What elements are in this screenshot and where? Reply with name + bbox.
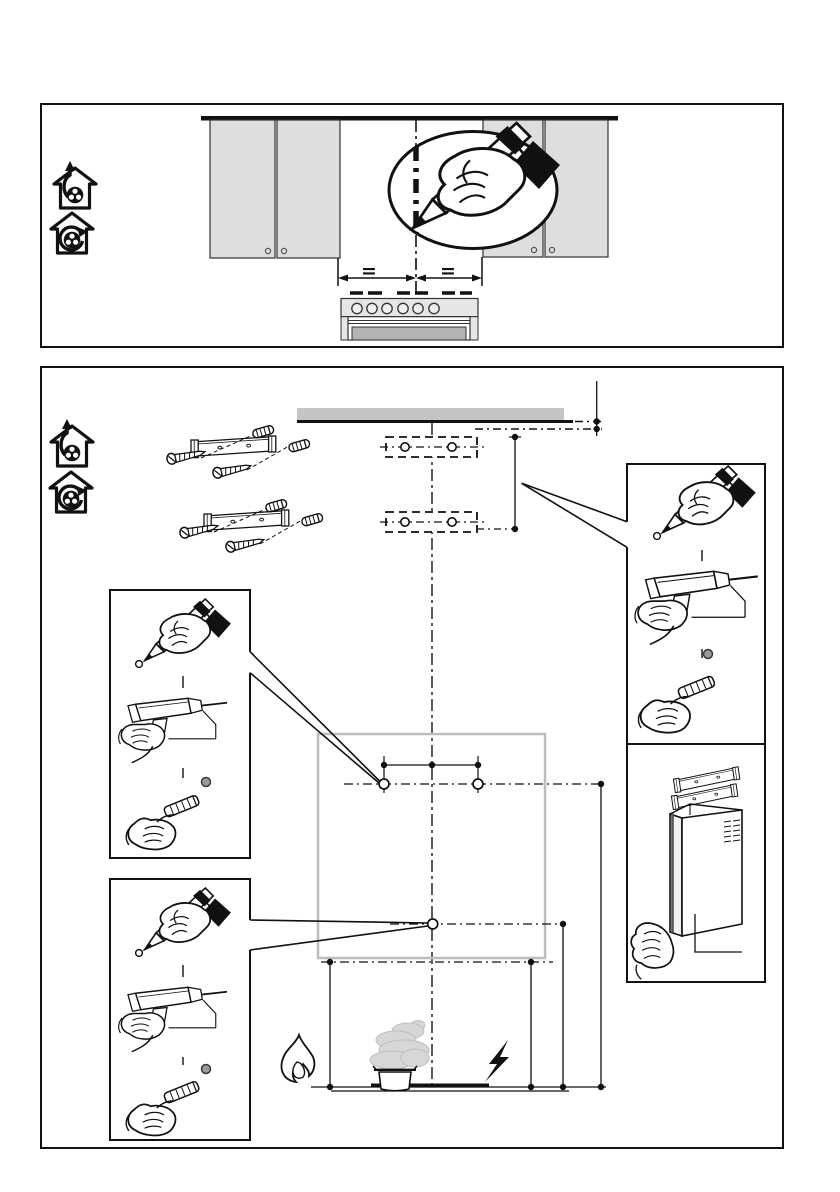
wall-plug-dot bbox=[202, 778, 211, 787]
equal-mark-right: = bbox=[440, 260, 456, 282]
oven-window bbox=[352, 327, 466, 340]
wall-cabinet-left-b bbox=[277, 120, 340, 258]
wall-plug-dot bbox=[202, 1065, 211, 1074]
step2-figure bbox=[40, 366, 784, 1149]
panel-step1-center-line bbox=[40, 103, 784, 348]
wall-cabinet-left-a bbox=[210, 120, 275, 258]
equal-mark-left: = bbox=[361, 260, 377, 282]
wall-plug-dot bbox=[704, 650, 713, 659]
range-cooker bbox=[341, 293, 478, 340]
step1-figure bbox=[40, 103, 784, 348]
panel-step2-drill-template bbox=[40, 366, 784, 1149]
